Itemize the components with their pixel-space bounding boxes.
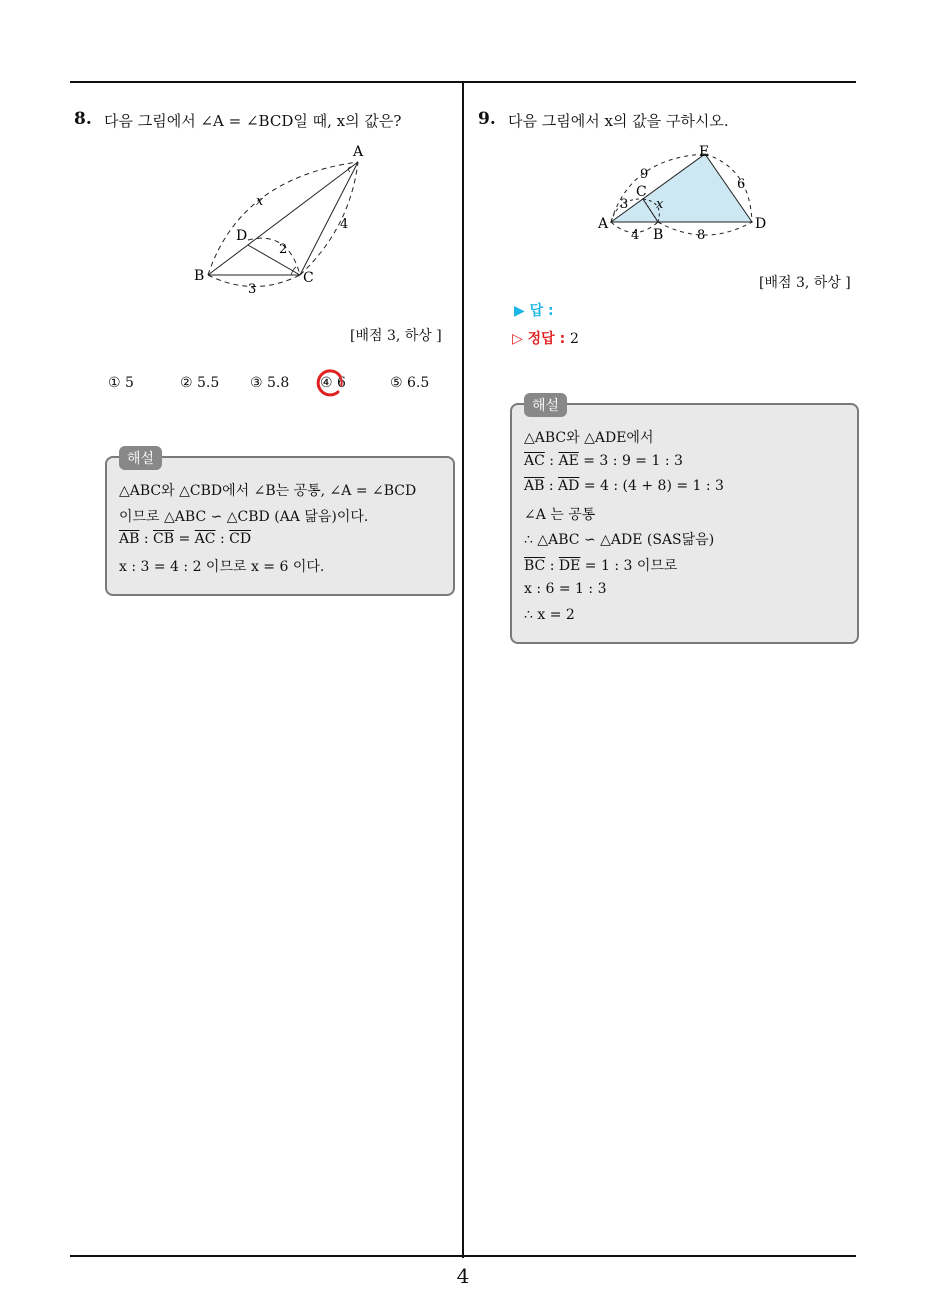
q8-label-4: 4 bbox=[340, 217, 349, 232]
q9-text: 다음 그림에서 x의 값을 구하시오. bbox=[508, 112, 729, 130]
q9-label-D: D bbox=[755, 216, 767, 232]
q9-figure bbox=[590, 138, 780, 248]
q9-expl-line-4: ∠A 는 공통 bbox=[524, 507, 596, 523]
q9-label-x: x bbox=[656, 197, 664, 212]
q9-number: 9. bbox=[478, 109, 496, 129]
choice-4[interactable]: ④ 6 bbox=[320, 375, 346, 391]
q9-expl-line-3: $\overline{AB}$ : $\overline{AD} = 4$ : (4 + 8) = 1 : 3 bbox=[524, 478, 724, 494]
ratio-2: = 4 : (4 + 8) = 1 : 3 bbox=[579, 478, 724, 494]
q9-explanation-tag: 해설 bbox=[524, 393, 567, 417]
q9-expl-line-5: ∴ △ABC ∽ △ADE (SAS닮음) bbox=[524, 532, 715, 548]
seg-ae: $\overline{AE}$ bbox=[558, 453, 579, 469]
column-divider bbox=[462, 82, 464, 1258]
q9-label-4: 4 bbox=[631, 228, 640, 243]
q8-figure bbox=[180, 138, 380, 298]
q9-label-6: 6 bbox=[737, 177, 746, 192]
seg-de: $\overline{DE}$ bbox=[558, 558, 581, 574]
q9-label-B: B bbox=[653, 227, 664, 243]
q8-label-B: B bbox=[194, 268, 205, 284]
q9-expl-line-8: ∴ x = 2 bbox=[524, 607, 575, 623]
q8-choices bbox=[108, 375, 448, 395]
q8-label-C: C bbox=[303, 270, 314, 286]
choice-1[interactable]: ① 5 bbox=[108, 375, 134, 391]
q8-expl-line-1: △ABC와 △CBD에서 ∠B는 공통, ∠A = ∠BCD bbox=[119, 483, 417, 499]
seg-cd: $\overline{CD}$ bbox=[229, 531, 252, 547]
seg-ad: $\overline{AD}$ bbox=[558, 478, 580, 494]
q8-explanation-tag: 해설 bbox=[119, 446, 162, 470]
q9-explanation-box bbox=[510, 398, 859, 644]
q8-number: 8. bbox=[74, 109, 92, 129]
q8-text: 다음 그림에서 ∠A = ∠BCD일 때, x의 값은? bbox=[104, 112, 402, 130]
seg-ab: $\overline{AB}$ bbox=[524, 478, 545, 494]
choice-5[interactable]: ⑤ 6.5 bbox=[390, 375, 430, 391]
q9-label-A: A bbox=[598, 216, 609, 232]
q9-label-8: 8 bbox=[697, 228, 706, 243]
q9-label-3: 3 bbox=[620, 197, 629, 212]
seg-bc: $\overline{BC}$ bbox=[524, 558, 546, 574]
q9-score: [배점 3, 하상 ] bbox=[759, 275, 851, 291]
correct-value: 2 bbox=[570, 331, 579, 347]
q8-explanation-box bbox=[105, 451, 455, 596]
q9-label-E: E bbox=[699, 144, 710, 160]
q9-expl-line-6: $\overline{BC}$ : $\overline{DE} = 1$ : 3 이므로 bbox=[524, 558, 678, 574]
selected-choice-circle bbox=[313, 366, 345, 398]
choice-3[interactable]: ③ 5.8 bbox=[250, 375, 290, 391]
seg-ac: $\overline{AC}$ bbox=[524, 453, 545, 469]
q8-label-2: 2 bbox=[279, 242, 288, 257]
answer-label: ▶ 답 : bbox=[514, 303, 554, 319]
q9-label-C: C bbox=[636, 184, 647, 200]
q8-expl-line-4: x : 3 = 4 : 2 이므로 x = 6 이다. bbox=[119, 559, 325, 575]
q8-expl-line-2: 이므로 △ABC ∽ △CBD (AA 닮음)이다. bbox=[119, 509, 369, 525]
seg-ac: $\overline{AC}$ bbox=[194, 531, 216, 547]
seg-cb: $\overline{CB}$ bbox=[153, 531, 175, 547]
q9-expl-line-7: x : 6 = 1 : 3 bbox=[524, 581, 607, 597]
q8-label-D: D bbox=[236, 228, 248, 244]
correct-answer bbox=[512, 328, 579, 348]
page-number: 4 bbox=[456, 1264, 470, 1288]
choice-2[interactable]: ② 5.5 bbox=[180, 375, 220, 391]
q8-expl-line-3: $\overline{AB}$ : $\overline{CB} = \overline{AC}$ : $\overline{CD}$ bbox=[119, 531, 252, 547]
ratio-1: = 3 : 9 = 1 : 3 bbox=[578, 453, 683, 469]
q9-expl-line-2: $\overline{AC}$ : $\overline{AE} = 3$ : 9 = 1 : 3 bbox=[524, 453, 683, 469]
q8-label-x: x bbox=[256, 194, 264, 209]
q9-label-9: 9 bbox=[640, 167, 649, 182]
q9-expl-line-1: △ABC와 △ADE에서 bbox=[524, 430, 654, 446]
q8-label-A: A bbox=[353, 144, 364, 160]
q8-label-3: 3 bbox=[248, 282, 257, 297]
correct-label: ▷ 정답 : bbox=[512, 331, 566, 347]
seg-ab: $\overline{AB}$ bbox=[119, 531, 140, 547]
ratio-3: = 1 : 3 이므로 bbox=[580, 558, 678, 574]
q8-score: [배점 3, 하상 ] bbox=[350, 328, 442, 344]
